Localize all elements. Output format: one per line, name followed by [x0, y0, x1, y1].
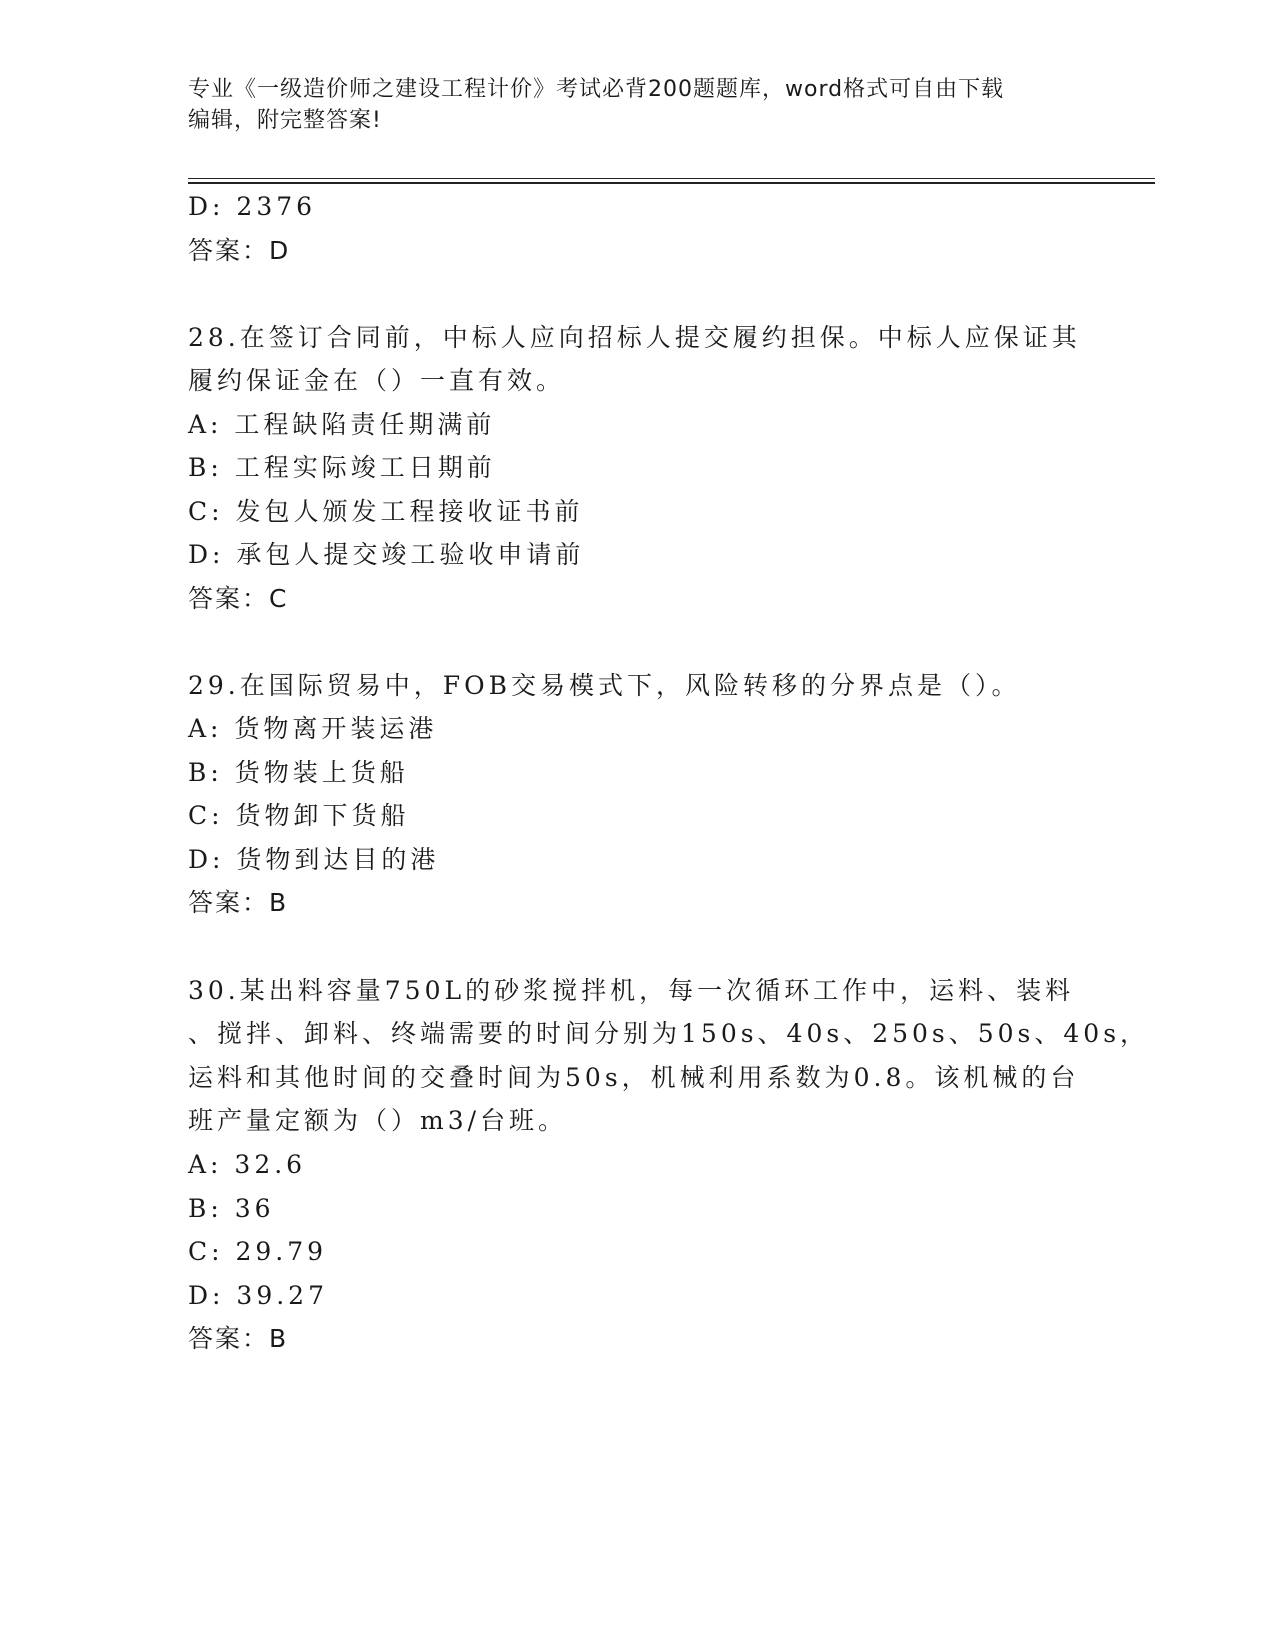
- header-title-line-1: 专业《一级造价师之建设工程计价》考试必背200题题库，word格式可自由下载: [188, 77, 1005, 102]
- q29-option-b: B: 货物装上货船: [188, 758, 409, 787]
- q29-option-a: A: 货物离开装运港: [188, 714, 438, 743]
- q30-stem-line-2: 、搅拌、卸料、终端需要的时间分别为150s、40s、250s、50s、40s，: [188, 1019, 1150, 1048]
- q28-option-c: C: 发包人颁发工程接收证书前: [188, 497, 584, 526]
- q29-answer: 答案：B: [188, 888, 289, 917]
- prev-option-d: D: 2376: [188, 192, 317, 221]
- q29-stem-line-1: 29.在国际贸易中，FOB交易模式下，风险转移的分界点是（）。: [188, 671, 1021, 700]
- q28-stem-line-1: 28.在签订合同前，中标人应向招标人提交履约担保。中标人应保证其: [188, 323, 1081, 352]
- q28-answer: 答案：C: [188, 584, 289, 613]
- header-title-line-2: 编辑，附完整答案!: [188, 108, 382, 133]
- q30-answer: 答案：B: [188, 1324, 289, 1353]
- q30-option-c: C: 29.79: [188, 1237, 328, 1266]
- q30-stem-line-4: 班产量定额为（）m3/台班。: [188, 1106, 568, 1135]
- q30-option-b: B: 36: [188, 1194, 275, 1223]
- q28-stem-line-2: 履约保证金在（）一直有效。: [188, 366, 566, 395]
- q30-stem-line-1: 30.某出料容量750L的砂浆搅拌机，每一次循环工作中，运料、装料: [188, 976, 1075, 1005]
- q29-option-c: C: 货物卸下货船: [188, 801, 410, 830]
- page-header: [188, 74, 1068, 136]
- q28-option-d: D: 承包人提交竣工验收申请前: [188, 540, 585, 569]
- prev-answer: 答案：D: [188, 236, 291, 265]
- q29-option-d: D: 货物到达目的港: [188, 845, 440, 874]
- q28-option-a: A: 工程缺陷责任期满前: [188, 410, 496, 439]
- q30-option-d: D: 39.27: [188, 1281, 328, 1310]
- q30-stem-line-3: 运料和其他时间的交叠时间为50s，机械利用系数为0.8。该机械的台: [188, 1063, 1080, 1092]
- q30-option-a: A: 32.6: [188, 1150, 307, 1179]
- q28-option-b: B: 工程实际竣工日期前: [188, 453, 496, 482]
- header-divider-thick: [188, 182, 1155, 184]
- header-divider-thin: [188, 178, 1155, 179]
